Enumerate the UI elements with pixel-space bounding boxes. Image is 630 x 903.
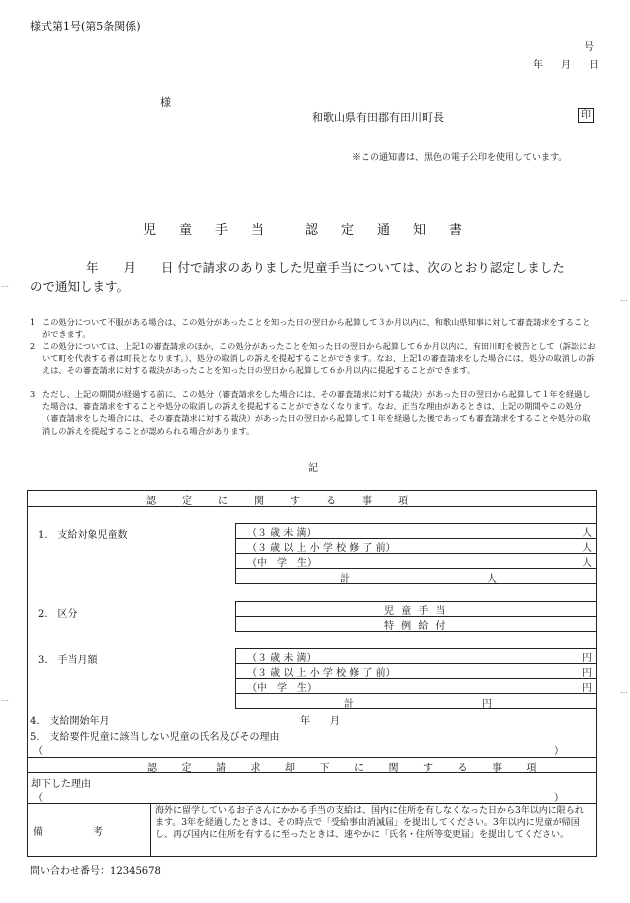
count-total-unit: 人 — [487, 574, 497, 585]
count-row-label: （中 学 生） — [247, 558, 317, 569]
amount-row-unit: 円 — [582, 683, 592, 694]
count-row-unit: 人 — [582, 528, 592, 539]
note-number: 3 — [30, 389, 36, 399]
note-3 — [30, 388, 596, 437]
section2-title: 認 定 請 求 却 下 に 関 す る 事 項 — [147, 763, 538, 774]
item3-label: 3. 手当月額 — [38, 655, 98, 666]
divider — [150, 803, 151, 857]
amount-total-unit: 円 — [482, 699, 492, 710]
amount-row-unit: 円 — [582, 668, 592, 679]
form-number: 様式第1号(第5条関係) — [30, 20, 141, 33]
official-seal: 印 — [578, 108, 594, 123]
ki-mark: 記 — [308, 463, 318, 474]
margin-dot: … — [1, 280, 9, 289]
close-paren: ） — [554, 793, 564, 804]
start-month-value: 年 月 — [300, 716, 340, 727]
section1-title: 認 定 に 関 す る 事 項 — [146, 496, 410, 507]
inquiry-number: 問い合わせ番号：12345678 — [30, 866, 161, 877]
divider — [27, 803, 597, 804]
number-label: 号 — [584, 42, 594, 53]
item4-label: 4. 支給開始年月 — [30, 716, 110, 727]
open-paren: （ — [33, 793, 43, 804]
close-paren: ） — [554, 746, 564, 757]
date-label: 年 月 日 — [533, 60, 603, 71]
intro-line-2: ので通知します。 — [30, 279, 130, 294]
count-total-label: 計 — [340, 574, 350, 585]
count-row-unit: 人 — [582, 558, 592, 569]
category-option: 児 童 手 当 — [384, 606, 448, 617]
seal-note: ※この通知書は、黒色の電子公印を使用しています。 — [352, 153, 568, 163]
note-1 — [30, 316, 596, 340]
rejection-label: 却下した理由 — [31, 779, 91, 790]
intro-line-1: 年 月 日 付で請求のありました児童手当については、次のとおり認定しました — [86, 260, 565, 275]
divider — [27, 757, 597, 758]
margin-dot: … — [620, 686, 628, 695]
margin-dot: … — [1, 694, 9, 703]
category-option: 特 例 給 付 — [384, 621, 448, 632]
addressee-suffix: 様 — [160, 96, 171, 109]
note-number: 2 — [30, 341, 36, 351]
document-title: 児 童 手 当 認 定 通 知 書 — [143, 223, 468, 238]
amount-row-label: （３ 歳 以 上 小 学 校 修 了 前） — [247, 668, 396, 679]
item1-label: 1. 支給対象児童数 — [38, 530, 128, 541]
item5-label: 5. 支給要件児童に該当しない児童の氏名及びその理由 — [30, 732, 280, 743]
remarks-label: 備 考 — [33, 827, 103, 838]
count-row-label: （３ 歳 以 上 小 学 校 修 了 前） — [247, 543, 396, 554]
count-row-unit: 人 — [582, 543, 592, 554]
note-text: ただし、上記の期間が経過する前に、この処分（審査請求をした場合には、その審査請求に対する裁決）があった日の翌日から起算して１年を経過した場合は、審査請求をすることや処分の取消しの訴えを提起することができなくなります。なお、正当な理由があるときは、上記の期間やこの処分（審査請求をした場合には、その審査請求に対する裁決）があった日の翌日から起算して１年を経過した後であっても審査請求をすることや処分の取消しの訴えを提起することが認められる場合があります。 — [42, 389, 591, 436]
amount-total-label: 計 — [344, 699, 354, 710]
issuer-name: 和歌山県有田郡有田川町長 — [312, 111, 444, 124]
remarks-text: 海外に留学しているお子さんにかかる手当の支給は、国内に住所を有しなくなった日から3年以内に限られます。3年を経過したときは、その時点で「受給事由消滅届」を提出してください。3年以内に児童が帰国し、再び国内に住所を有するに至ったときは、速やかに「氏名・住所等変更届」を提出してください。 — [155, 806, 584, 840]
margin-dot: … — [620, 294, 628, 303]
note-number: 1 — [30, 317, 36, 327]
note-text: この処分について不服がある場合は、この処分があったことを知った日の翌日から起算して３か月以内に、和歌山県知事に対して審査請求をすることができます。 — [42, 317, 591, 340]
amount-row-label: （中 学 生） — [247, 683, 317, 694]
amount-row-label: （３ 歳 未 満） — [247, 653, 317, 664]
item2-label: 2. 区分 — [38, 609, 78, 620]
open-paren: （ — [33, 746, 43, 757]
note-2 — [30, 340, 596, 377]
amount-row-unit: 円 — [582, 653, 592, 664]
count-row-label: （３ 歳 未 満） — [247, 528, 317, 539]
note-text: この処分については、上記1の審査請求のほか、この処分があったことを知った日の翌日から起算して６か月以内に、有田川町を被告として（訴訟において町を代表する者は町長となります。）、処分の取消しの訴えを提起することができます。なお、上記1の審査請求をした場合には、処分の取消しの訴えは、その審査請求に対する裁決があったことを知った日の翌日から起算して６か月以内に提起することができます。 — [42, 341, 596, 376]
